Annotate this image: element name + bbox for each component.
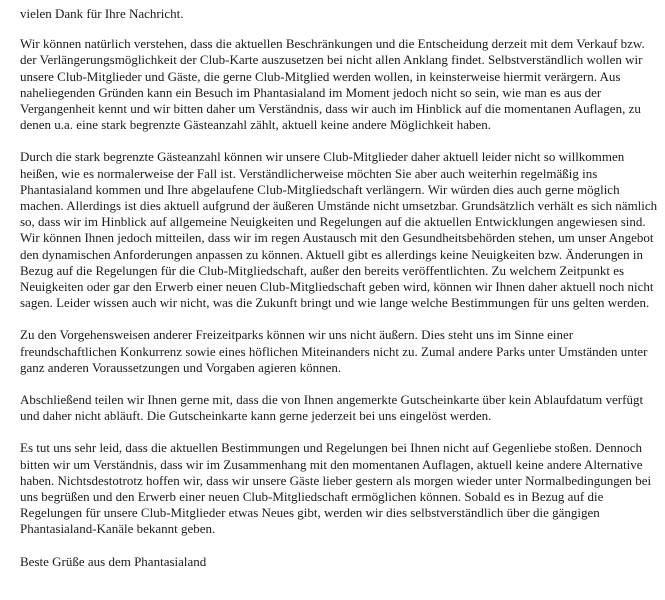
paragraph-apology: Es tut uns sehr leid, dass die aktuellen Bestimmungen und Regelungen bei Ihnen nicht auf Gegenliebe stoßen. Dennoch bitten wir um Verständnis, dass wir im Zusammenhang mit den momentanen Auflagen, aktuell keine andere Alternative haben. Nichtsdestotrotz hoffen wir, dass wir unsere Gäste lieber gestern als morgen wieder unter Normalbedingungen bei uns begrüßen und den Erwerb einer neuen Club-Mitgliedschaft ermöglichen können. Sobald es in Bezug auf die Regelungen für unsere Club-Mitglieder etwas Neues gibt, werden wir dies selbstverständlich über die gängigen Phantasialand-Kanäle bekannt geben. (20, 440, 652, 537)
paragraph-voucher-card: Abschließend teilen wir Ihnen gerne mit, dass die von Ihnen angemerkte Gutscheinkarte über kein Ablaufdatum verfügt und daher nicht abläuft. Die Gutscheinkarte kann gerne jederzeit bei uns eingelöst werden. (20, 392, 644, 424)
letter-closing: Beste Grüße aus dem Phantasialand (20, 553, 207, 569)
paragraph-other-parks: Zu den Vorgehensweisen anderer Freizeitparks können wir uns nicht äußern. Dies steht uns im Sinne einer freundschaftlichen Konkurrenz sowie eines höflichen Miteinanders nicht zu. Zumal andere Parks unter Umständen unter ganz anderen Voraussetzungen und Vorgaben agieren können. (20, 327, 648, 375)
letter-salutation: vielen Dank für Ihre Nachricht. (20, 6, 184, 21)
paragraph-limited-guests: Durch die stark begrenzte Gästeanzahl können wir unsere Club-Mitglieder daher aktuell leider nicht so willkommen heißen, wie es normalerweise der Fall ist. Verständlicherweise möchten Sie aber auch weiterhin regelmäßig ins Phantasialand kommen und Ihre abgelaufene Club-Mitgliedschaft verlängern. Wir würden dies auch gerne möglich machen. Allerdings ist dies aktuell aufgrund der äußeren Umstände nicht umsetzbar. Grundsätzlich verhält es sich nämlich so, dass wir im Hinblick auf allgemeine Neuigkeiten und Regelungen auf die aktuellen Entwicklungen angewiesen sind. Wir können Ihnen jedoch mitteilen, dass wir im regen Austausch mit den Gesundheitsbehörden stehen, um unser Angebot den dynamischen Anforderungen anpassen zu können. Aktuell gibt es allerdings keine Neuigkeiten bzw. Änderungen in Bezug auf die Regelungen für die Club-Mitgliedschaft, außer den bereits veröffentlichten. Zu welchem Zeitpunkt es Neuigkeiten oder gar den Erwerb einer neuen Club-Mitgliedschaft geben wird, können wir Ihnen daher aktuell noch nicht sagen. Leider wissen auch wir nicht, was die Zukunft bringt und wie lange welche Bestimmungen für uns gelten werden. (20, 149, 658, 311)
paragraph-understanding: Wir können natürlich verstehen, dass die aktuellen Beschränkungen und die Entscheidung derzeit mit dem Verkauf bzw. der Verlängerungsmöglichkeit der Club-Karte auszusetzen bei nicht allen Anklang findet. Selbstverständlich wollen wir unsere Club-Mitglieder und Gäste, die gerne Club-Mitglied werden wollen, in keinsterweise hiermit verärgern. Aus naheliegenden Gründen kann ein Besuch im Phantasialand im Moment jedoch nicht so sein, wie man es aus der Vergangenheit kennt und wir bitten daher um Verständnis, dass wir auch im Hinblick auf die momentanen Auflagen, zu denen u.a. eine stark begrenzte Gästeanzahl zählt, aktuell keine andere Möglichkeit haben. (20, 36, 645, 133)
